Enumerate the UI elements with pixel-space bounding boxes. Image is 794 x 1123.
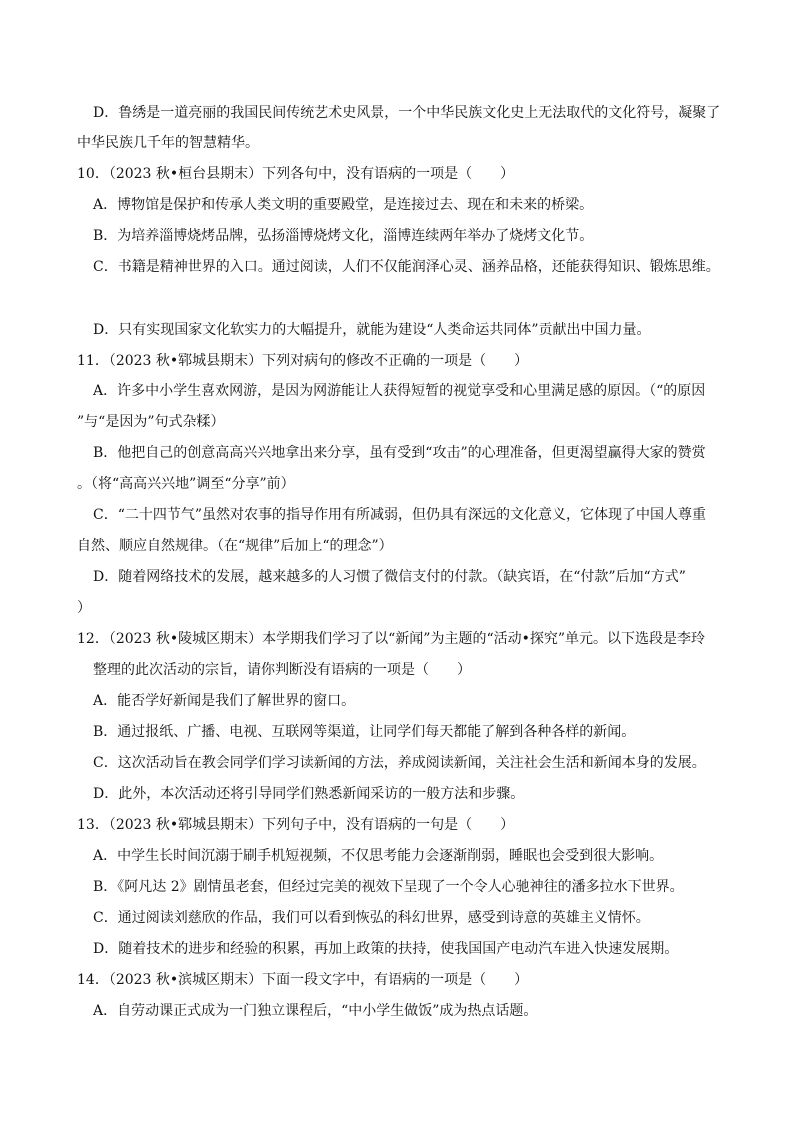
option-11c-line-2: 自然、顺应自然规律。（在“规律”后加上“的理念”） [77, 538, 393, 554]
option-13b: B．《阿凡达 2》剧情虽老套，但经过完美的视效下呈现了一个令人心驰神往的潘多拉水下世界。 [93, 879, 684, 895]
option-14a: A．自劳动课正式成为一门独立课程后，“中小学生做饭”成为热点话题。 [93, 1003, 538, 1019]
option-12a: A．能否学好新闻是我们了解世界的窗口。 [93, 693, 356, 709]
question-12-stem-line-1: 12．（2023 秋•陵城区期末）本学期我们学习了以“新闻”为主题的“活动•探究”单元。以下选段是李玲 [77, 631, 706, 647]
option-13a: A．中学生长时间沉溺于刷手机短视频，不仅思考能力会逐渐削弱，睡眠也会受到很大影响。 [93, 848, 664, 864]
option-10d: D．只有实现国家文化软实力的大幅提升，就能为建设“人类命运共同体”贡献出中国力量。 [93, 322, 651, 338]
option-9d-line-1: D．鲁绣是一道亮丽的我国民间传统艺术史风景，一个中华民族文化史上无法取代的文化符号，凝聚了 [93, 105, 721, 121]
option-11c-line-1: C．“二十四节气”虽然对农事的指导作用有所减弱，但仍具有深远的文化意义，它体现了中国人尊重 [93, 507, 707, 523]
option-11d-line-1: D．随着网络技术的发展，越来越多的人习惯了微信支付的付款。（缺宾语，在“付款”后加“方式” [93, 569, 686, 585]
option-9d-line-2: 中华民族几千年的智慧精华。 [77, 135, 259, 151]
option-12c: C．这次活动旨在教会同学们学习读新闻的方法，养成阅读新闻，关注社会生活和新闻本身的发展。 [93, 755, 706, 771]
question-12-stem-line-2: 整理的此次活动的宗旨，请你判断没有语病的一项是（ ） [93, 662, 471, 678]
question-14-stem: 14．（2023 秋•滨城区期末）下面一段文字中，有语病的一项是（ ） [77, 972, 529, 988]
option-11a-line-2: ”与“是因为”句式杂糅） [77, 414, 225, 430]
option-11a-line-1: A．许多中小学生喜欢网游，是因为网游能让人获得短暂的视觉享受和心里满足感的原因。（“的原因 [93, 383, 706, 399]
option-12d: D．此外，本次活动还将引导同学们熟悉新闻采访的一般方法和步骤。 [93, 786, 525, 802]
option-13c: C．通过阅读刘慈欣的作品，我们可以看到恢弘的科幻世界，感受到诗意的英雄主义情怀。 [93, 910, 650, 926]
option-10c: C．书籍是精神世界的入口。通过阅读，人们不仅能润泽心灵、涵养品格，还能获得知识、锻炼思维。 [93, 259, 720, 275]
question-10-stem: 10．（2023 秋•桓台县期末）下列各句中，没有语病的一项是（ ） [77, 166, 515, 182]
option-10b: B．为培养淄博烧烤品牌，弘扬淄博烧烤文化，淄博连续两年举办了烧烤文化节。 [93, 228, 594, 244]
question-13-stem: 13．（2023 秋•郓城县期末）下列句子中，没有语病的一句是（ ） [77, 817, 515, 833]
option-11d-line-2: ） [77, 600, 91, 616]
option-12b: B．通过报纸、广播、电视、互联网等渠道，让同学们每天都能了解到各种各样的新闻。 [93, 724, 636, 740]
question-11-stem: 11．（2023 秋•郓城县期末）下列对病句的修改不正确的一项是（ ） [77, 353, 529, 369]
option-10a: A．博物馆是保护和传承人类文明的重要殿堂，是连接过去、现在和未来的桥梁。 [93, 197, 594, 213]
option-11b-line-2: 。（将“高高兴兴地”调至“分享”前） [77, 476, 295, 492]
option-11b-line-1: B．他把自己的创意高高兴兴地拿出来分享，虽有受到“攻击”的心理准备，但更渴望赢得大家的赞赏 [93, 445, 706, 461]
option-13d: D．随着技术的进步和经验的积累，再加上政策的扶持，使我国国产电动汽车进入快速发展期。 [93, 941, 679, 957]
